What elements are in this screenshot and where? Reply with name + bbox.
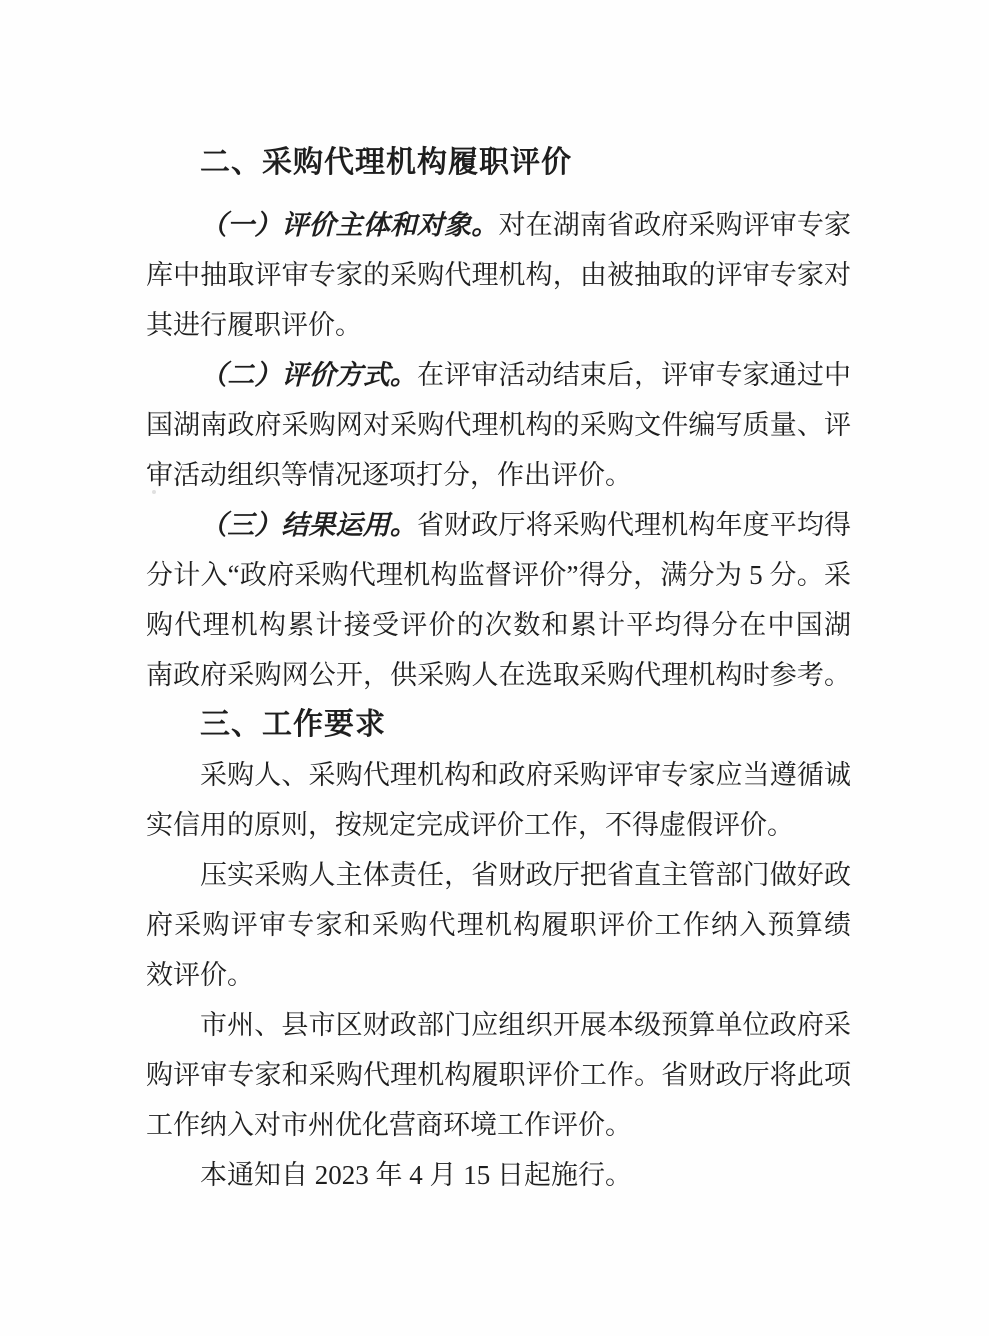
para-3-line-3 bbox=[146, 600, 851, 650]
para-6-line-2 bbox=[146, 1050, 851, 1100]
paragraph-text: 南政府采购网公开，供采购人在选取采购代理机构时参考。 bbox=[146, 660, 851, 690]
para-3-line-2 bbox=[146, 550, 851, 600]
paragraph-text: 国湖南政府采购网对采购代理机构的采购文件编写质量、评 bbox=[146, 410, 851, 440]
document-body bbox=[146, 138, 851, 1200]
paragraph-text: 分计入“政府采购代理机构监督评价”得分，满分为 5 分。采 bbox=[146, 560, 851, 590]
paragraph-text: 效评价。 bbox=[146, 960, 254, 990]
para-5-line-3 bbox=[146, 950, 851, 1000]
para-6-line-1 bbox=[146, 1000, 851, 1050]
paragraph-text: 本通知自 2023 年 4 月 15 日起施行。 bbox=[200, 1160, 632, 1190]
section-heading-2 bbox=[146, 138, 851, 188]
para-1-line-1 bbox=[146, 200, 851, 250]
paragraph-text: 省财政厅将采购代理机构年度平均得 bbox=[417, 510, 851, 540]
para-4-line-1 bbox=[146, 750, 851, 800]
paragraph-text: 购评审专家和采购代理机构履职评价工作。省财政厅将此项 bbox=[146, 1060, 851, 1090]
paragraph-text: 实信用的原则，按规定完成评价工作，不得虚假评价。 bbox=[146, 810, 794, 840]
para-3-line-4 bbox=[146, 650, 851, 700]
para-2-line-3 bbox=[146, 450, 851, 500]
paragraph-text: 其进行履职评价。 bbox=[146, 310, 362, 340]
paragraph-text: 审活动组织等情况逐项打分，作出评价。 bbox=[146, 460, 632, 490]
paragraph-lead-text: 二、采购代理机构履职评价 bbox=[200, 146, 572, 179]
para-3-line-1 bbox=[146, 500, 851, 550]
paragraph-text: 购代理机构累计接受评价的次数和累计平均得分在中国湖 bbox=[146, 610, 851, 640]
paragraph-text: 市州、县市区财政部门应组织开展本级预算单位政府采 bbox=[200, 1010, 851, 1040]
section-heading-3 bbox=[146, 700, 851, 750]
paragraph-text: 府采购评审专家和采购代理机构履职评价工作纳入预算绩 bbox=[146, 910, 851, 940]
paragraph-text: 工作纳入对市州优化营商环境工作评价。 bbox=[146, 1110, 632, 1140]
paragraph-lead-text: （一）评价主体和对象。 bbox=[200, 210, 499, 240]
para-6-line-3 bbox=[146, 1100, 851, 1150]
paragraph-lead-text: （二）评价方式。 bbox=[200, 360, 418, 390]
scan-speck bbox=[152, 490, 156, 494]
para-1-line-2 bbox=[146, 250, 851, 300]
paragraph-text: 采购人、采购代理机构和政府采购评审专家应当遵循诚 bbox=[200, 760, 851, 790]
para-4-line-2 bbox=[146, 800, 851, 850]
para-2-line-1 bbox=[146, 350, 851, 400]
paragraph-text: 在评审活动结束后，评审专家通过中 bbox=[417, 360, 851, 390]
paragraph-text: 库中抽取评审专家的采购代理机构，由被抽取的评审专家对 bbox=[146, 260, 851, 290]
paragraph-lead-text: （三）结果运用。 bbox=[200, 510, 418, 540]
paragraph-text: 对在湖南省政府采购评审专家 bbox=[498, 210, 851, 240]
para-7-line-1 bbox=[146, 1150, 851, 1200]
para-1-line-3 bbox=[146, 300, 851, 350]
paragraph-lead-text: 三、工作要求 bbox=[200, 708, 386, 741]
para-5-line-1 bbox=[146, 850, 851, 900]
para-5-line-2 bbox=[146, 900, 851, 950]
paragraph-text: 压实采购人主体责任，省财政厅把省直主管部门做好政 bbox=[200, 860, 851, 890]
para-2-line-2 bbox=[146, 400, 851, 450]
